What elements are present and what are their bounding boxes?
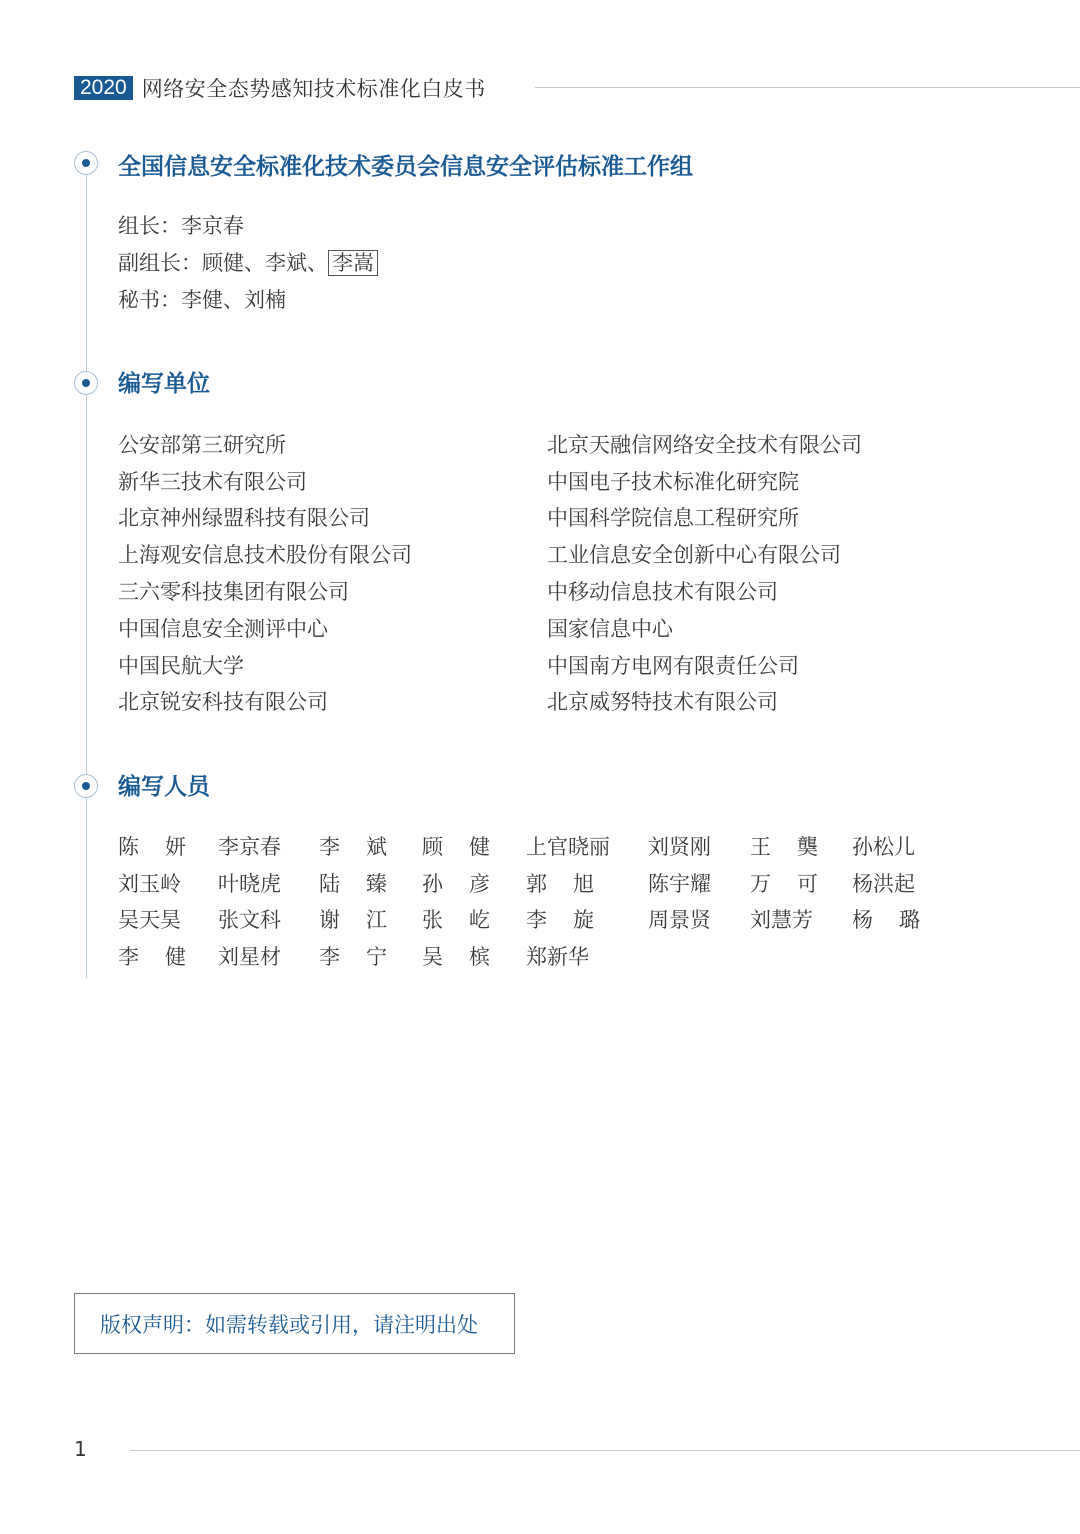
person-name: 陆 臻 [319,872,387,896]
unit-item: 国家信息中心 [547,617,673,641]
copyright-notice [74,1293,515,1354]
footer-divider [130,1450,1080,1451]
section-bullet-icon [74,774,98,798]
people-section-title: 编写人员 [118,774,210,800]
person-name: 叶晓虎 [218,872,281,896]
unit-item: 中国电子技术标准化研究院 [547,470,799,494]
year-badge: 2020 [74,76,133,100]
person-name: 郑新华 [526,945,589,969]
section-bullet-icon [74,151,98,175]
header-divider [535,87,1080,88]
unit-item: 上海观安信息技术股份有限公司 [118,543,412,567]
person-name: 李 健 [118,945,186,969]
unit-item: 北京锐安科技有限公司 [118,690,328,714]
person-name: 刘星材 [218,945,281,969]
person-name: 张 屹 [422,908,490,932]
deputy-label: 副组长： [118,251,202,275]
page-number: 1 [74,1437,87,1461]
person-name: 谢 江 [319,908,387,932]
person-name: 万 可 [750,872,818,896]
leader-label: 组长： [118,214,181,238]
person-name: 刘玉岭 [118,872,181,896]
person-name: 王 龑 [750,835,818,859]
deputy-name-boxed: 李嵩 [328,250,378,276]
document-title: 网络安全态势感知技术标准化白皮书 [141,77,486,101]
section-bullet-icon [74,371,98,395]
person-name: 张文科 [218,908,281,932]
person-name: 吴 槟 [422,945,490,969]
unit-item: 北京神州绿盟科技有限公司 [118,506,370,530]
person-name: 陈宇耀 [648,872,711,896]
person-name: 陈 妍 [118,835,186,859]
secretary-line [118,286,286,314]
secretary-label: 秘书： [118,288,181,312]
person-name: 杨洪起 [852,872,915,896]
unit-item: 三六零科技集团有限公司 [118,580,349,604]
deputy-names: 顾健、李斌、 [202,251,328,275]
person-name: 周景贤 [648,908,711,932]
person-name: 刘贤刚 [648,835,711,859]
timeline-line [86,170,87,978]
unit-item: 中国科学院信息工程研究所 [547,506,799,530]
person-name: 李 宁 [319,945,387,969]
committee-section-title: 全国信息安全标准化技术委员会信息安全评估标准工作组 [118,154,693,180]
person-name: 孙 彦 [422,872,490,896]
person-name: 顾 健 [422,835,490,859]
person-name: 郭 旭 [526,872,594,896]
person-name: 孙松儿 [852,835,915,859]
unit-item: 北京威努特技术有限公司 [547,690,778,714]
person-name: 上官晓丽 [526,835,610,859]
person-name: 杨 璐 [852,908,920,932]
deputy-line [118,249,378,277]
person-name: 李京春 [218,835,281,859]
unit-item: 北京天融信网络安全技术有限公司 [547,433,862,457]
unit-item: 新华三技术有限公司 [118,470,307,494]
person-name: 刘慧芳 [750,908,813,932]
person-name: 李 旋 [526,908,594,932]
leader-line [118,212,244,240]
units-section-title: 编写单位 [118,371,210,397]
person-name: 李 斌 [319,835,387,859]
leader-name: 李京春 [181,214,244,238]
unit-item: 中国南方电网有限责任公司 [547,654,799,678]
unit-item: 中移动信息技术有限公司 [547,580,778,604]
unit-item: 中国信息安全测评中心 [118,617,328,641]
copyright-text: 版权声明：如需转载或引用，请注明出处 [100,1312,478,1337]
unit-item: 公安部第三研究所 [118,433,286,457]
unit-item: 中国民航大学 [118,654,244,678]
person-name: 吴天昊 [118,908,181,932]
page-header [74,75,486,101]
secretary-names: 李健、刘楠 [181,288,286,312]
unit-item: 工业信息安全创新中心有限公司 [547,543,841,567]
